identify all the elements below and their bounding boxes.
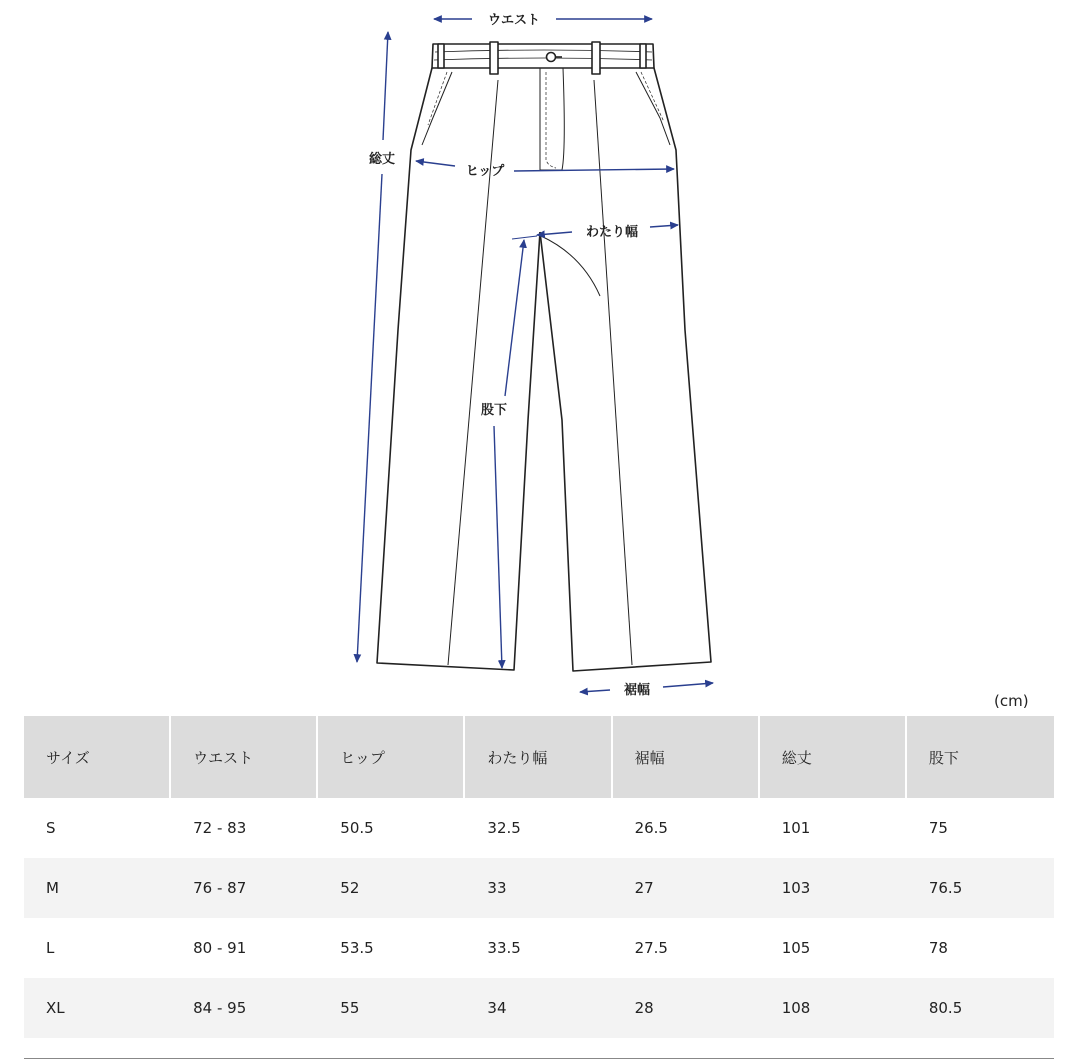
table-cell: 103 (760, 858, 907, 918)
table-cell: 108 (760, 978, 907, 1038)
inseam-label: 股下 (480, 403, 508, 418)
table-cell: 53.5 (318, 918, 465, 978)
table-cell: 33 (465, 858, 612, 918)
table-cell: 32.5 (465, 798, 612, 858)
waistband (432, 44, 654, 68)
unit-label: (cm) (994, 692, 1029, 710)
hip-arrow-right (514, 169, 674, 171)
table-cell: S (24, 798, 171, 858)
left-pocket (422, 72, 452, 145)
header-size: サイズ (24, 716, 171, 798)
waist-label: ウエスト (487, 13, 541, 28)
table-cell: 78 (907, 918, 1054, 978)
header-waist: ウエスト (171, 716, 318, 798)
length-label: 総丈 (368, 152, 396, 167)
thigh-arrow-right (650, 225, 678, 227)
belt-loop (438, 44, 444, 68)
table-row (24, 978, 1054, 1038)
table-cell: 28 (613, 978, 760, 1038)
table-cell: 75 (907, 798, 1054, 858)
table-cell: L (24, 918, 171, 978)
belt-loop (490, 42, 498, 74)
table-cell: 84 - 95 (171, 978, 318, 1038)
table-cell: 55 (318, 978, 465, 1038)
table-cell: 33.5 (465, 918, 612, 978)
dimension-arrows (357, 19, 713, 692)
table-cell: 76.5 (907, 858, 1054, 918)
waist-button (547, 53, 556, 62)
thigh-label: わたり幅 (585, 225, 639, 240)
hip-arrow-left (416, 161, 455, 166)
table-row (24, 858, 1054, 918)
inseam-arrow-bottom (494, 426, 502, 668)
table-cell: M (24, 858, 171, 918)
header-length: 総丈 (760, 716, 907, 798)
hem-arrow-left (580, 690, 610, 692)
length-arrow-top (383, 32, 388, 140)
table-row (24, 798, 1054, 858)
table-cell: 80.5 (907, 978, 1054, 1038)
hip-label: ヒップ (465, 164, 505, 179)
fly (540, 68, 564, 170)
header-inseam: 股下 (907, 716, 1054, 798)
length-arrow-bottom (357, 174, 382, 662)
right-leg (540, 68, 711, 671)
size-chart-table (24, 716, 1054, 1038)
header-hem: 裾幅 (613, 716, 760, 798)
left-leg (377, 68, 540, 670)
bottom-divider (24, 1058, 1054, 1059)
table-cell: 27.5 (613, 918, 760, 978)
table-cell: 72 - 83 (171, 798, 318, 858)
hem-arrow-right (663, 683, 713, 687)
belt-loop (640, 44, 646, 68)
table-cell: 50.5 (318, 798, 465, 858)
hem-label: 裾幅 (623, 683, 651, 698)
table-cell: 34 (465, 978, 612, 1038)
table-cell: 80 - 91 (171, 918, 318, 978)
table-cell: 27 (613, 858, 760, 918)
belt-loop (592, 42, 600, 74)
table-row (24, 918, 1054, 978)
table-cell: XL (24, 978, 171, 1038)
thigh-line (512, 236, 537, 239)
table-cell: 105 (760, 918, 907, 978)
table-cell: 26.5 (613, 798, 760, 858)
header-thigh: わたり幅 (465, 716, 612, 798)
inseam-arrow-top (505, 240, 524, 396)
thigh-arrow-left (537, 232, 572, 235)
table-cell: 101 (760, 798, 907, 858)
pants-outline (377, 42, 711, 671)
header-hip: ヒップ (318, 716, 465, 798)
table-cell: 52 (318, 858, 465, 918)
table-cell: 76 - 87 (171, 858, 318, 918)
table-header-row (24, 716, 1054, 798)
